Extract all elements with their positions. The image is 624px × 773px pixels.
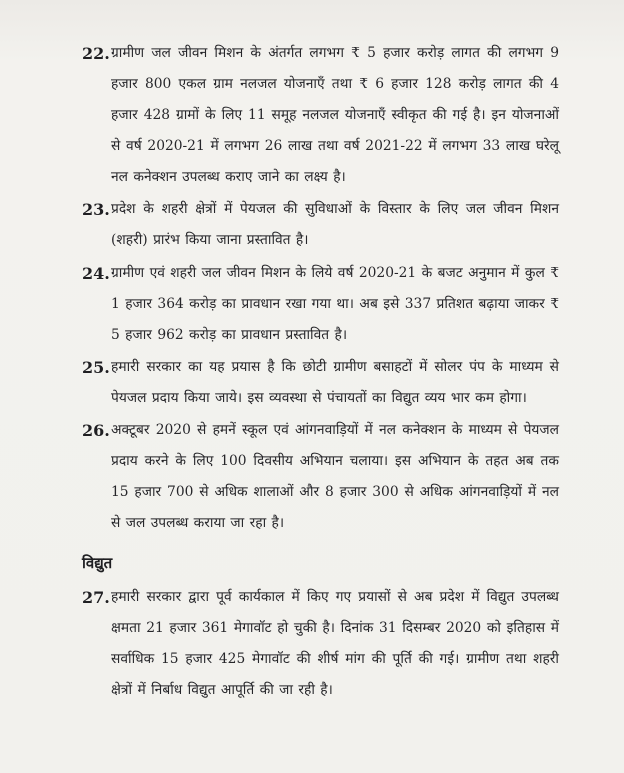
paragraph-25: [0, 352, 624, 414]
paragraph-text: प्रदेश के शहरी क्षेत्रों में पेयजल की सुविधाओं के विस्तार के लिए जल जीवन मिशन (शहरी) प्रारंभ किया जाना प्रस्तावित है।: [111, 201, 559, 248]
page-content: [0, 38, 624, 706]
paragraph-number: 22.: [82, 44, 110, 63]
paragraph-text: हमारी सरकार द्वारा पूर्व कार्यकाल में किए गए प्रयासों से अब प्रदेश में विद्युत उपलब्ध क्षमता 21 हजार 361 मेगावॉट हो चुकी है। दिनांक 31 दिसम्बर 2020 को इतिहास में सर्वाधिक 15 हजार 425 मेगावॉट की शीर्ष मांग की पूर्ति की गई। ग्रामीण तथा शहरी क्षेत्रों में निर्बाध विद्युत आपूर्ति की जा रही है।: [111, 589, 559, 698]
paragraph-text: अक्टूबर 2020 से हमनें स्कूल एवं आंगनवाड़ियों में नल कनेक्शन के माध्यम से पेयजल प्रदाय करने के लिए 100 दिवसीय अभियान चलाया। इस अभियान के तहत अब तक 15 हजार 700 से अधिक शालाओं और 8 हजार 300 से अधिक आंगनवाड़ियों में नल से जल उपलब्ध कराया जा रहा है।: [111, 422, 559, 531]
paragraph-26: [0, 415, 624, 539]
paragraph-number: 24.: [82, 264, 110, 283]
paragraph-number: 26.: [82, 421, 110, 440]
paragraph-22: [0, 38, 624, 193]
paragraph-number: 27.: [82, 588, 110, 607]
paragraph-24: [0, 258, 624, 351]
paragraph-text: ग्रामीण एवं शहरी जल जीवन मिशन के लिये वर्ष 2020-21 के बजट अनुमान में कुल ₹ 1 हजार 364 करोड़ का प्रावधान रखा गया था। अब इसे 337 प्रतिशत बढ़ाया जाकर ₹ 5 हजार 962 करोड़ का प्रावधान प्रस्तावित है।: [111, 265, 559, 343]
section-heading-electricity: विद्युत: [82, 554, 113, 572]
paragraph-23: [0, 194, 624, 256]
paragraph-text: हमारी सरकार का यह प्रयास है कि छोटी ग्रामीण बसाहटों में सोलर पंप के माध्यम से पेयजल प्रदाय किया जाये। इस व्यवस्था से पंचायतों का विद्युत व्यय भार कम होगा।: [111, 359, 559, 406]
paragraph-text: ग्रामीण जल जीवन मिशन के अंतर्गत लगभग ₹ 5 हजार करोड़ लागत की लगभग 9 हजार 800 एकल ग्राम नलजल योजनाएँ तथा ₹ 6 हजार 128 करोड़ लागत की 4 हजार 428 ग्रामों के लिए 11 समूह नलजल योजनाएँ स्वीकृत की गई है। इन योजनाओं से वर्ष 2020-21 में लगभग 26 लाख तथा वर्ष 2021-22 में लगभग 33 लाख घरेलू नल कनेक्शन उपलब्ध कराए जाने का लक्ष्य है।: [111, 45, 559, 185]
paragraph-number: 23.: [82, 200, 110, 219]
paragraph-27: [0, 582, 624, 706]
paragraph-number: 25.: [82, 358, 110, 377]
